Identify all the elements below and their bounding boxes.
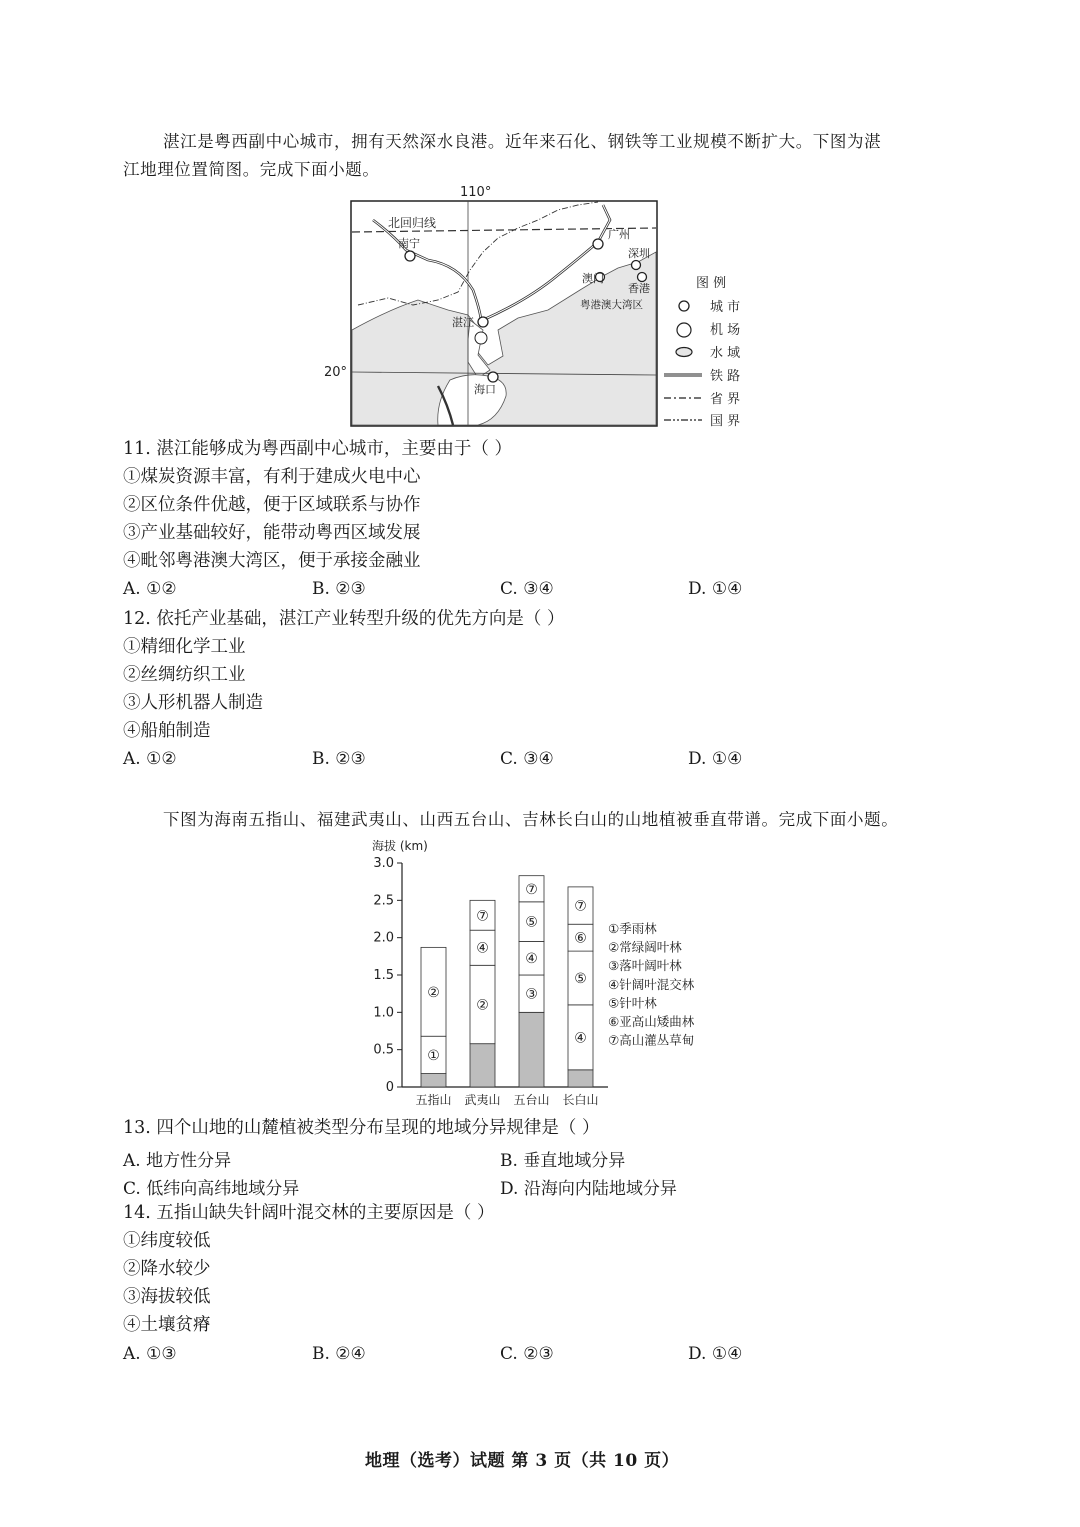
city-zhanjiang-label: 湛江 <box>452 316 474 329</box>
legend-city-icon <box>679 301 689 311</box>
chart-segment-label: ① <box>427 1047 440 1064</box>
chart-y-tick-label: 2.5 <box>373 893 394 909</box>
city-macau-label: 澳门 <box>582 272 604 285</box>
bay-area-label: 粤港澳大湾区 <box>580 299 643 311</box>
q14-option-a[interactable]: A. ①③ <box>123 1344 177 1364</box>
chart-category-label: 五台山 <box>513 1093 550 1107</box>
chart-legend-item: ②常绿阔叶林 <box>608 939 682 955</box>
q12-item-3: ③人形机器人制造 <box>123 693 263 713</box>
legend-airport-icon <box>677 323 691 337</box>
q11-item-3: ③产业基础较好，能带动粤西区域发展 <box>123 523 421 543</box>
chart-legend-item: ⑦高山灌丛草甸 <box>608 1032 695 1048</box>
chart-segment-label: ③ <box>525 986 538 1003</box>
q12-item-2: ②丝绸纺织工业 <box>123 665 246 685</box>
chart-segment-label: ④ <box>476 940 489 957</box>
chart-segment-label: ④ <box>525 951 538 968</box>
chart-bar-foot <box>568 1070 593 1087</box>
chart-legend-item: ⑤针叶林 <box>608 995 657 1011</box>
chart-y-tick-label: 1.5 <box>373 968 394 983</box>
q13-stem: 13. 四个山地的山麓植被类型分布呈现的地域分异规律是（ ） <box>123 1118 600 1138</box>
chart-segment-label: ⑦ <box>574 898 587 915</box>
legend-border-label: 国 界 <box>710 414 741 429</box>
chart-segment-label: ⑤ <box>574 970 587 987</box>
intro-1-line-2: 江地理位置简图。完成下面小题。 <box>123 160 380 179</box>
q13-option-b[interactable]: B. 垂直地域分异 <box>500 1151 626 1171</box>
chart-bar-foot <box>421 1074 446 1087</box>
page-footer: 地理（选考）试题 第 3 页（共 10 页） <box>365 1451 680 1471</box>
q14-item-2: ②降水较少 <box>123 1259 211 1279</box>
chart-segment-label: ⑥ <box>574 930 587 947</box>
legend-airport-label: 机 场 <box>710 323 741 338</box>
legend-city-label: 城 市 <box>710 300 741 315</box>
chart-category-label: 武夷山 <box>464 1093 501 1107</box>
chart-y-tick-label: 3.0 <box>373 856 394 871</box>
q11-stem: 11. 湛江能够成为粤西副中心城市，主要由于（ ） <box>123 439 512 459</box>
q13-option-a[interactable]: A. 地方性分异 <box>123 1151 232 1171</box>
latitude-label: 20° <box>324 365 348 380</box>
chart-y-tick-label: 2.0 <box>373 930 394 946</box>
q12-option-d[interactable]: D. ①④ <box>688 749 743 769</box>
q14-option-d[interactable]: D. ①④ <box>688 1344 743 1364</box>
q11-option-d[interactable]: D. ①④ <box>688 579 743 599</box>
city-haikou-label: 海口 <box>474 383 496 396</box>
city-guangzhou-label: 广州 <box>608 228 630 241</box>
intro-1-line-1: 湛江是粤西副中心城市，拥有天然深水良港。近年来石化、钢铁等工业规模不断扩大。下图为湛 <box>163 132 882 151</box>
chart-legend-item: ④针阔叶混交林 <box>608 976 695 992</box>
legend-water-label: 水 域 <box>710 346 741 361</box>
q11-option-a[interactable]: A. ①② <box>123 579 177 599</box>
q12-option-c[interactable]: C. ③④ <box>500 749 554 769</box>
legend-province-label: 省 界 <box>710 392 741 407</box>
chart-segment-label: ② <box>427 984 440 1001</box>
q14-stem: 14. 五指山缺失针阔叶混交林的主要原因是（ ） <box>123 1203 495 1223</box>
airport-icon <box>475 332 487 344</box>
chart-y-tick-label: 0.5 <box>373 1042 394 1058</box>
chart-bars-group <box>415 876 598 1107</box>
q12-stem: 12. 依托产业基础，湛江产业转型升级的优先方向是（ ） <box>123 609 565 629</box>
tropic-label: 北回归线 <box>388 216 437 230</box>
chart-category-label: 长白山 <box>562 1093 599 1107</box>
legend-railway-label: 铁 路 <box>710 369 741 384</box>
longitude-label: 110° <box>460 185 492 200</box>
vegetation-chart <box>340 835 730 1115</box>
city-hongkong-label: 香港 <box>628 282 650 295</box>
q11-item-4: ④毗邻粤港澳大湾区，便于承接金融业 <box>123 551 421 571</box>
city-hongkong-marker <box>638 273 647 282</box>
q13-option-c[interactable]: C. 低纬向高纬地域分异 <box>123 1179 300 1199</box>
intro-2: 下图为海南五指山、福建武夷山、山西五台山、吉林长白山的山地植被垂直带谱。完成下面小题。 <box>163 810 899 829</box>
chart-y-tick-label: 0 <box>385 1080 394 1095</box>
chart-segment-label: ⑦ <box>525 881 538 898</box>
q14-option-c[interactable]: C. ②③ <box>500 1344 554 1364</box>
q12-item-4: ④船舶制造 <box>123 721 211 741</box>
city-shenzhen-label: 深圳 <box>628 247 650 260</box>
chart-category-label: 五指山 <box>415 1093 452 1107</box>
chart-legend-item: ③落叶阔叶林 <box>608 958 682 974</box>
chart-legend-item: ①季雨林 <box>608 921 657 936</box>
q14-item-3: ③海拔较低 <box>123 1287 211 1307</box>
q11-option-c[interactable]: C. ③④ <box>500 579 554 599</box>
q14-option-b[interactable]: B. ②④ <box>312 1344 366 1364</box>
chart-y-tick-label: 1.0 <box>373 1005 394 1021</box>
city-guangzhou-marker <box>593 239 603 249</box>
city-haikou-marker <box>488 372 498 382</box>
city-zhanjiang-marker <box>478 317 488 327</box>
zhanjiang-location-map <box>318 180 760 430</box>
q14-item-1: ①纬度较低 <box>123 1231 211 1251</box>
chart-y-axis-label: 海拔 (km) <box>372 839 428 853</box>
q11-item-2: ②区位条件优越，便于区域联系与协作 <box>123 495 421 515</box>
chart-segment-label: ⑤ <box>525 914 538 931</box>
legend-title: 图 例 <box>696 276 727 291</box>
chart-bar-foot <box>519 1012 544 1087</box>
q12-option-b[interactable]: B. ②③ <box>312 749 366 769</box>
q11-option-b[interactable]: B. ②③ <box>312 579 366 599</box>
q12-option-a[interactable]: A. ①② <box>123 749 177 769</box>
q11-item-1: ①煤炭资源丰富，有利于建成火电中心 <box>123 467 421 487</box>
q13-option-d[interactable]: D. 沿海向内陆地域分异 <box>500 1179 677 1199</box>
city-nanning-marker <box>405 251 415 261</box>
city-nanning-label: 南宁 <box>398 237 420 250</box>
city-shenzhen-marker <box>632 261 641 270</box>
q12-item-1: ①精细化学工业 <box>123 637 246 657</box>
chart-legend-group <box>608 921 695 1048</box>
legend-water-icon <box>676 348 692 357</box>
chart-segment-label: ② <box>476 997 489 1014</box>
chart-bar-foot <box>470 1044 495 1087</box>
chart-segment-label: ⑦ <box>476 908 489 925</box>
chart-legend-item: ⑥亚高山矮曲林 <box>608 1014 695 1029</box>
q14-item-4: ④土壤贫瘠 <box>123 1315 211 1335</box>
chart-segment-label: ④ <box>574 1030 587 1047</box>
